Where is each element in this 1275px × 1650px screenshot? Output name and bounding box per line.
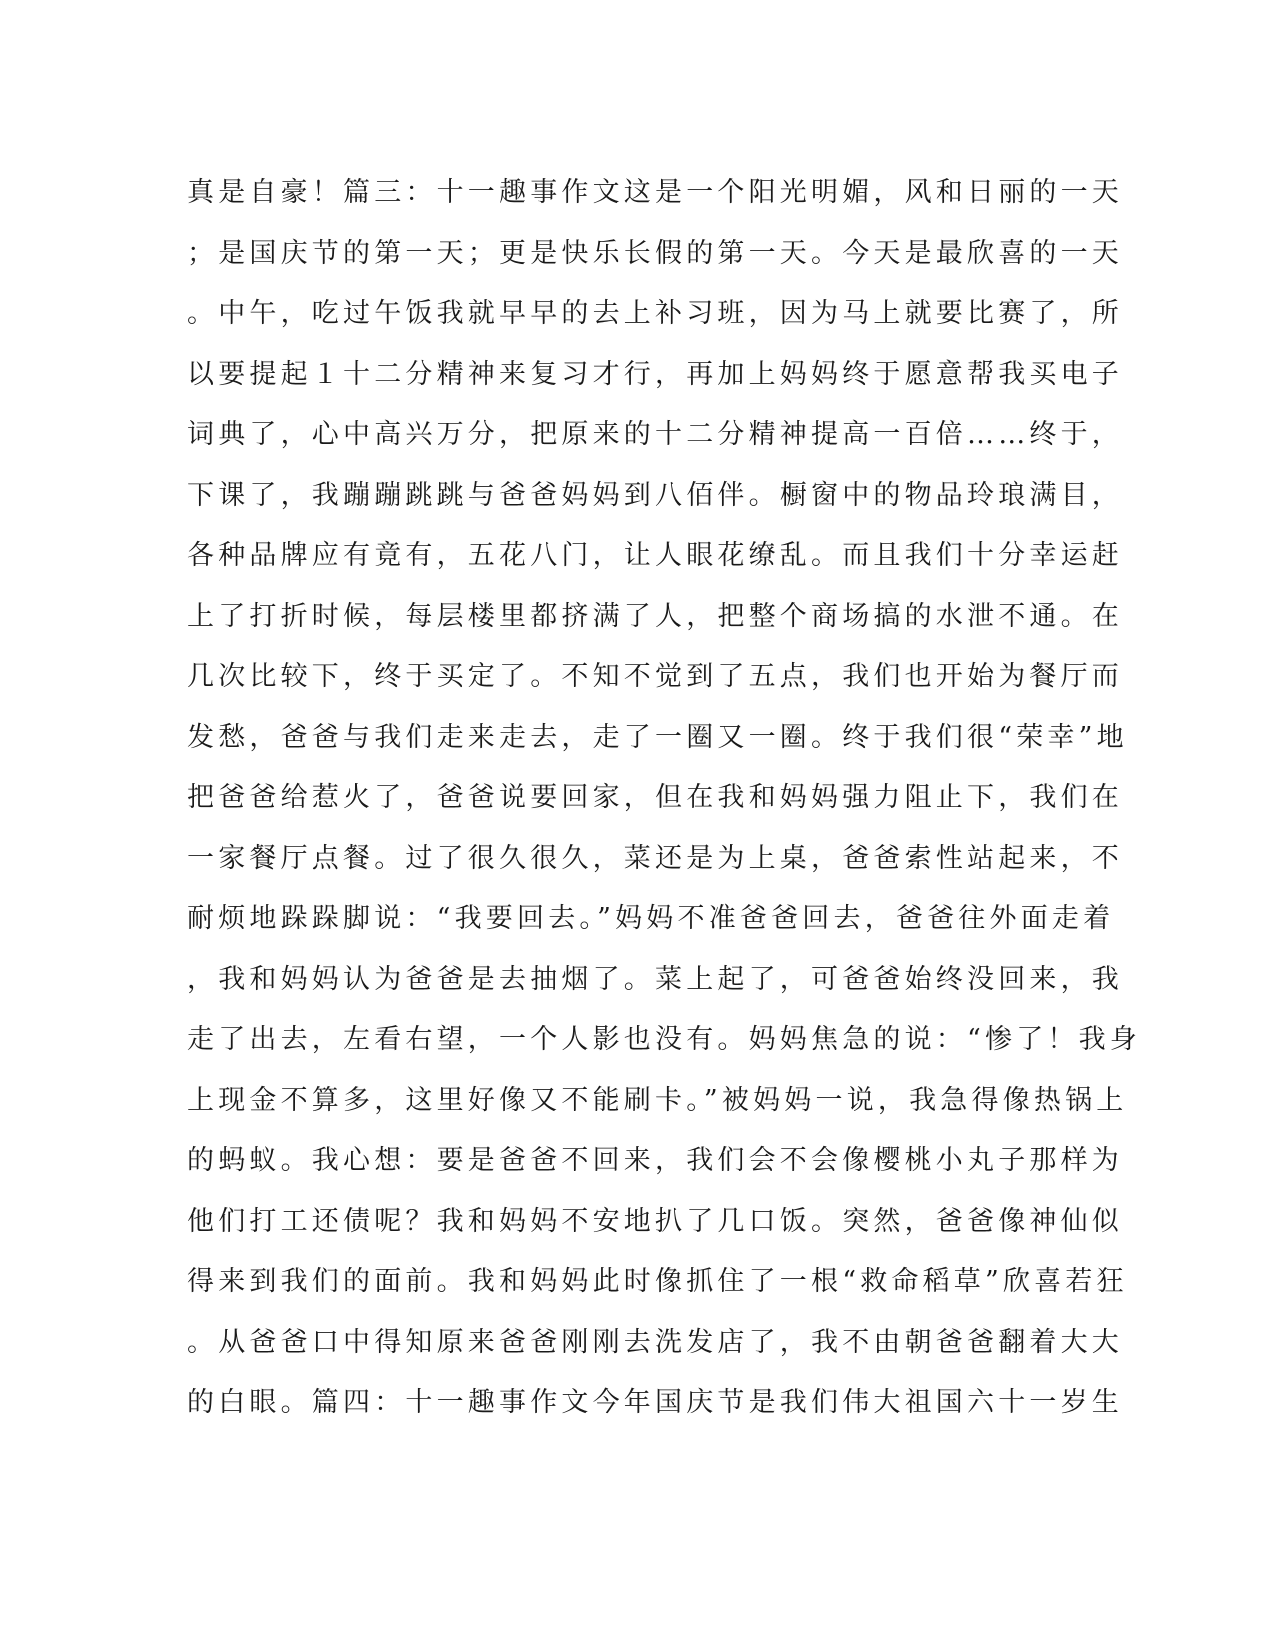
text-line-18: 他们打工还债呢？我和妈妈不安地扒了几口饭。突然，爸爸像神仙似 xyxy=(187,1205,1123,1237)
text-line-9: 几次比较下，终于买定了。不知不觉到了五点，我们也开始为餐厅而 xyxy=(187,661,1123,692)
text-line-13: 耐烦地跺跺脚说：“我要回去。”妈妈不准爸爸回去，爸爸往外面走着 xyxy=(187,903,1115,934)
text-line-6: 下课了，我蹦蹦跳跳与爸爸妈妈到八佰伴。橱窗中的物品玲琅满目， xyxy=(187,479,1123,511)
text-line-12: 一家餐厅点餐。过了很久很久，菜还是为上桌，爸爸索性站起来，不 xyxy=(187,842,1123,874)
text-line-16: 上现金不算多，这里好像又不能刷卡。”被妈妈一说，我急得像热锅上 xyxy=(187,1084,1128,1116)
text-line-11: 把爸爸给惹火了，爸爸说要回家，但在我和妈妈强力阻止下，我们在 xyxy=(187,782,1123,813)
text-line-7: 各种品牌应有竟有，五花八门，让人眼花缭乱。而且我们十分幸运赶 xyxy=(187,540,1123,571)
text-line-8: 上了打折时候，每层楼里都挤满了人，把整个商场搞的水泄不通。在 xyxy=(187,600,1123,632)
text-line-10: 发愁，爸爸与我们走来走去，走了一圈又一圈。终于我们很“荣幸”地 xyxy=(187,721,1128,753)
text-line-15: 走了出去，左看右望，一个人影也没有。妈妈焦急的说：“惨了！我身 xyxy=(187,1024,1142,1055)
text-line-20: 。从爸爸口中得知原来爸爸刚刚去洗发店了，我不由朝爸爸翻着大大 xyxy=(187,1326,1123,1358)
text-line-3: 。中午，吃过午饭我就早早的去上补习班，因为马上就要比赛了，所 xyxy=(187,298,1123,329)
text-line-5: 词典了，心中高兴万分，把原来的十二分精神提高一百倍……终于， xyxy=(187,419,1123,450)
text-line-1: 真是自豪！篇三：十一趣事作文这是一个阳光明媚，风和日丽的一天 xyxy=(187,177,1123,208)
text-line-17: 的蚂蚁。我心想：要是爸爸不回来，我们会不会像樱桃小丸子那样为 xyxy=(187,1145,1123,1176)
text-line-21: 的白眼。篇四：十一趣事作文今年国庆节是我们伟大祖国六十一岁生 xyxy=(187,1387,1123,1418)
text-line-19: 得来到我们的面前。我和妈妈此时像抓住了一根“救命稻草”欣喜若狂 xyxy=(187,1266,1128,1297)
text-line-14: ，我和妈妈认为爸爸是去抽烟了。菜上起了，可爸爸始终没回来，我 xyxy=(187,963,1123,995)
body-text xyxy=(187,163,1142,1434)
text-line-4: 以要提起１十二分精神来复习才行，再加上妈妈终于愿意帮我买电子 xyxy=(187,358,1123,390)
text-line-2: ；是国庆节的第一天；更是快乐长假的第一天。今天是最欣喜的一天 xyxy=(187,237,1123,269)
